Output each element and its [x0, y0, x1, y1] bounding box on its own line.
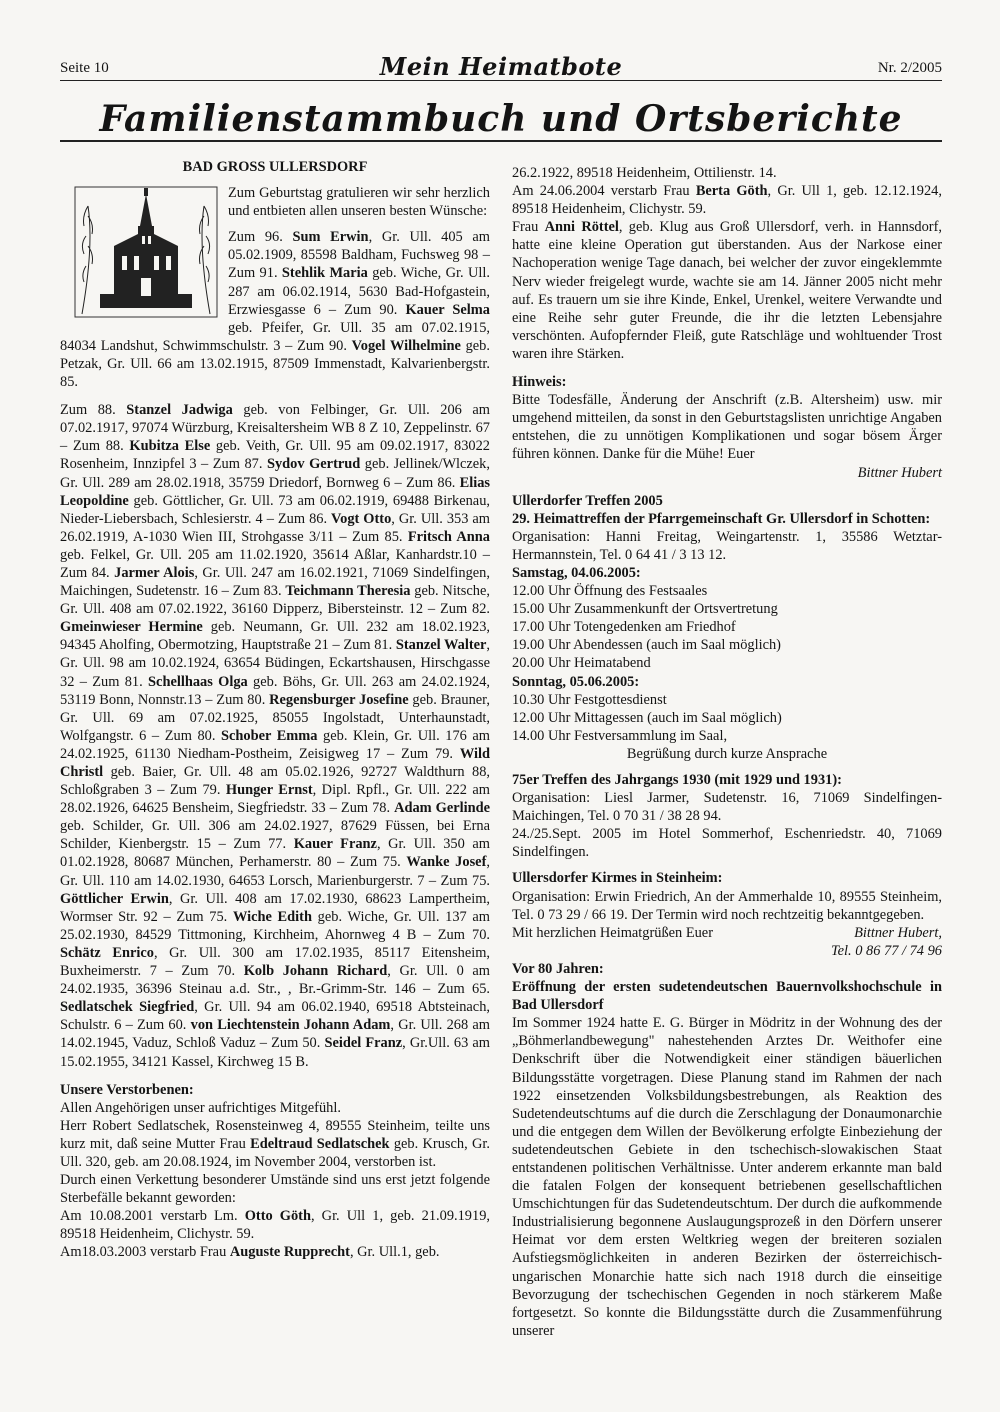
church-icon [74, 186, 218, 318]
birthday-list-1: Zum 96. Sum Erwin, Gr. Ull. 405 am 05.02.1909, 85598 Baldham, Fuchsweg 98 – Zum 91. Stehlik Maria geb. Wiche, Gr. Ull. 287 am 06.02.1914, 5630 Bad-Hofgastein, Erzwiesgasse 6 – Zum 90. Kauer Selma geb. Pfeifer, Gr. Ull. 35 am 07.02.1915, 84034 Landshut, Schwimmschulstr. 3 – Zum 90. Vogel Wilhelmine geb. Petzak, Gr. Ull. 66 am 13.02.1915, 87509 Immenstadt, Kalvarienbergstr. 85. [60, 229, 490, 391]
page-number: Seite 10 [60, 60, 109, 76]
schedule-note: Begrüßung durch kurze Ansprache [626, 745, 828, 762]
saturday-heading: Samstag, 04.06.2005: [512, 564, 641, 581]
death-continuation: 26.2.1922, 89518 Heidenheim, Ottilienstr. 14. [512, 165, 777, 181]
deaths-heading: Unsere Verstorbenen: [60, 1081, 194, 1098]
sunday-heading: Sonntag, 05.06.2005: [512, 673, 640, 690]
meeting-subheading: 29. Heimattreffen der Pfarrgemeinschaft Gr. Ullersdorf in Schotten: [512, 510, 931, 527]
intro-block [60, 184, 490, 391]
title-divider [60, 140, 942, 142]
schedule-item: 17.00 Uhr Totengedenken am Friedhof [512, 619, 736, 636]
greeting-line: Mit herzlichen Heimatgrüßen Euer Bittner Hubert, [512, 924, 942, 941]
meeting-heading: Ullerdorfer Treffen 2005 [512, 492, 663, 509]
deaths-intro: Allen Angehörigen unser aufrichtiges Mitgefühl. [60, 1099, 341, 1116]
chain-intro: Durch einen Verkettung besonderer Umstände sind uns erst jetzt folgende Sterbefälle bekannt geworden: [60, 1172, 490, 1207]
schedule-item: 20.00 Uhr Heimatabend [512, 655, 651, 672]
schedule-item: 15.00 Uhr Zusammenkunft der Ortsvertretung [512, 601, 778, 618]
person-name: Stehlik Maria [281, 265, 368, 282]
class-meeting-date: 24./25.Sept. 2005 im Hotel Sommerhof, Eschenriedstr. 40, 71069 Sindelfingen. [512, 826, 942, 861]
schedule-item: 14.00 Uhr Festversammlung im Saal, [512, 727, 728, 744]
birthday-list-2: Zum 88. Stanzel Jadwiga geb. von Felbinger, Gr. Ull. 206 am 07.02.1917, 97074 Würzburg, Kreisaltersheim WB 8 Z 10, Zeppelinstr. 67 – Zum 88. Kubitza Else geb. Veith, Gr. Ull. 95 am 09.02.1917, 83022 Rosenheim, Innzipfel 3 – Zum 87. Sydov Gertrud geb. Jellinek/Wlczek, Gr. Ull. 289 am 28.02.1918, 35759 Driedorf, Bornweg 6 – Zum 86. Elias Leopoldine geb. Göttlicher, Gr. Ull. 73 am 06.02.1919, 69488 Birkenau, Nieder-Liebersbach, Schlesierstr. 4 – Zum 86. Vogt Otto, Gr. Ull. 353 am 26.02.1919, A-1030 Wien III, Strohgasse 3/11 – Zum 85. Fritsch Anna geb. Felkel, Gr. Ull. 205 am 11.02.1920, 35614 Aßlar, Kanhardstr.10 – Zum 84. Jarmer Alois, Gr. Ull. 247 am 16.02.1921, 71069 Sindelfingen, Maichingen, Sudetenstr. 16 – Zum 83. Teichmann Theresia geb. Nitsche, Gr. Ull. 408 am 07.02.1922, 36160 Dipperz, Bibersteinstr. 12 – Zum 82. Gmeinwieser Hermine geb. Neumann, Gr. Ull. 232 am 18.02.1923, 94345 Aholfing, Obermotzing, Hauptstraße 21 – Zum 81. Stanzel Walter, Gr. Ull. 98 am 10.02.1924, 63654 Büdingen, Eckartshausen, Hirschgasse 32 – Zum 81. Schellhaas Olga geb. Böhs, Gr. Ull. 263 am 24.02.1924, 53119 Bonn, Nonnstr.13 – Zum 80. Regensburger Josefine geb. Brauner, Gr. Ull. 69 am 07.02.1925, 85055 Ingolstadt, Unterhaunstadt, Wolfgangstr. 6 – Zum 80. Schober Emma geb. Klein, Gr. Ull. 176 am 24.02.1925, 61130 Niedham-Postheim, Zeisigweg 17 – Zum 79. Wild Christl geb. Baier, Gr. Ull. 48 am 05.02.1926, 92727 Waldthurn 88, Schloßgraben 3 – Zum 79. Hunger Ernst, Dipl. Rpfl., Gr. Ull. 222 am 28.02.1926, 64625 Bensheim, Siegfriedstr. 33 – Zum 78. Adam Gerlinde geb. Schilder, Gr. Ull. 306 am 24.02.1927, 87629 Füssen, bei Erna Schilder, Kienbergstr. 15 – Zum 77. Kauer Franz, Gr. Ull. 350 am 01.02.1928, 80687 München, Perhamerstr. 80 – Zum 75. Wanke Josef, Gr. Ull. 110 am 14.02.1930, 64653 Lorsch, Marienburgerstr. 7 – Zum 75. Göttlicher Erwin, Gr. Ull. 408 am 17.02.1930, 68623 Lampertheim, Wormser Str. 92 – Zum 75. Wiche Edith geb. Wiche, Gr. Ull. 137 am 25.02.1930, 84529 Tittmoning, Kirchheim, Ahornweg 4 B – Zum 70. Schätz Enrico, Gr. Ull. 300 am 17.02.1935, 85117 Eitensheim, Buxheimerstr. 7 – Zum 70. Kolb Johann Richard, Gr. Ull. 0 am 24.02.1935, 36396 Steinau a.d. Str., , Br.-Grimm-Str. 146 – Zum 65. Sedlatschek Siegfried, Gr. Ull. 94 am 06.02.1940, 69518 Abtsteinach, Schulstr. 6 – Zum 60. von Liechtenstein Johann Adam, Gr. Ull. 268 am 14.02.1945, Vaduz, Schloß Vaduz – Zum 50. Seidel Franz, Gr.Ull. 63 am 15.02.1955, 34121 Kassel, Kirchweg 15 B. [60, 402, 491, 1070]
place-heading: BAD GROSS ULLERSDORF [182, 159, 368, 175]
right-column [512, 164, 942, 1340]
death-notice: Herr Robert Sedlatschek, Rosensteinweg 4, 89555 Steinheim, teilte uns kurz mit, daß seine Mutter Frau Edeltraud Sedlatschek geb. Krusch, Gr. Ull. 320, geb. am 20.08.1924, im November 2004, verstorben ist. [60, 1117, 490, 1170]
schedule-item: 12.00 Uhr Öffnung des Festsaales [512, 583, 708, 600]
schedule-item: 19.00 Uhr Abendessen (auch im Saal möglich) [512, 637, 781, 654]
death-notice: Am 10.08.2001 verstarb Lm. Otto Göth, Gr. Ull 1, geb. 21.09.1919, 89518 Heidenheim, Clichystr. 59. [60, 1208, 490, 1243]
header-divider [60, 80, 942, 81]
meeting-organisation: Organisation: Hanni Freitag, Weingartenstr. 1, 35586 Wetztar-Hermannstein, Tel. 0 64 41 / 3 13 12. [512, 528, 942, 563]
person-name: Vogel Wilhelmine [351, 337, 461, 354]
kirmes-heading: Ullersdorfer Kirmes in Steinheim: [512, 870, 723, 887]
telephone: Tel. 0 86 77 / 74 96 [830, 942, 942, 959]
signature: Bittner Hubert [857, 464, 942, 481]
section-title: Familienstammbuch und Ortsberichte [99, 98, 903, 140]
issue-number: Nr. 2/2005 [877, 60, 942, 76]
greeting-text: Zum Geburtstag gratulieren wir sehr herzlich und entbieten allen unseren besten Wünsche: [228, 185, 490, 220]
history-text: Im Sommer 1924 hatte E. G. Bürger in Mödritz in der Wohnung des der „Böhmerlandbewegung" nahestehenden Arztes Dr. Weithofer eine Denkschrift über die Notwendigkeit einer ständigen bäuerlichen Bildungsstätte vorgetragen. Diese Planung stand im Rahmen der nach 1922 einsetzenden Volksbildungsbestrebungen, als Reaktion des Sudetendeutschtums auf die durch die Zerschlagung der Donaumonarchie und die entgegen dem Willen der Bevölkerung erfolgte Einbeziehung der sudetendeutschen Gebiete in den tschechisch-slowakischen Staat entstandenen politischen Verhältnisse. Unter anderem erkannte man bald die fatalen Folgen der konsequent betriebenen gesellschaftlichen Umschichtungen für das Sudetendeutschtum. Der durch die aufkommende Industrialisierung begonnene Auslaugungsprozeß in den Dörfern unserer Heimat vor dem ersten Weltkrieg wegen der breiteren sozialen Aufstiegsmöglichkeiten in anderen Bezirken der österreichisch-ungarischen Monarchie hatte sich nach 1918 durch die einseitige Bevorzugung der tschechischen Gegenden in noch stärkerem Maße fortgesetzt. So konnte die Bildungsstätte durch die Zusammenführung unserer [512, 1015, 942, 1339]
church-illustration [74, 186, 218, 318]
history-heading: Vor 80 Jahren: [512, 960, 604, 977]
schedule-item: 12.00 Uhr Mittagessen (auch im Saal möglich) [512, 709, 782, 726]
masthead-logo: Mein Heimatbote [379, 52, 623, 81]
death-notice: Am18.03.2003 verstarb Frau Auguste Rupprecht, Gr. Ull.1, geb. [60, 1244, 440, 1261]
history-subheading: Eröffnung der ersten sudetendeutschen Bauernvolkshochschule in Bad Ullersdorf [512, 979, 942, 1014]
death-notice: Am 24.06.2004 verstarb Frau Berta Göth, Gr. Ull 1, geb. 12.12.1924, 89518 Heidenheim, Clichystr. 59. [512, 183, 942, 218]
hint-heading: Hinweis: [512, 374, 567, 391]
hint-text: Bitte Todesfälle, Änderung der Anschrift (z.B. Altersheim) usw. mir umgehend mitteilen, da sonst in den Geburtstagslisten unrichtige Angaben entstehen, die zu unnötigen Komplikationen und sogar bösem Ärger führen können. Danke für die Mühe! Euer [512, 392, 942, 463]
death-notice: Frau Anni Röttel, geb. Klug aus Groß Ullersdorf, verh. in Hannsdorf, hatte eine kleine Operation gut überstanden. Aus der Narkose einer Nachoperation wenige Tage danach, bei welcher der zuvor eingeklemmte Nerv wieder freigelegt wurde, wachte sie am 14. Jänner 2005 nicht mehr auf. Es trauern um sie ihre Kinde, Enkel, Urenkel, weitere Verwandte und eine Reihe sehr guter Freunde, die ihr die letzten Lebensjahre verschönten. Aufopfernder Fleiß, gute Ratschläge und wohltuender Trost waren ihre Stärken. [512, 219, 942, 362]
kirmes-text: Organisation: Erwin Friedrich, An der Ammerhalde 10, 89555 Steinheim, Tel. 0 73 29 / 66 19. Der Termin wird noch rechtzeitig bekanntgegeben. [512, 888, 942, 923]
class-meeting-organisation: Organisation: Liesl Jarmer, Sudetenstr. 16, 71069 Sindelfingen-Maichingen, Tel. 0 70 31 / 38 28 94. [512, 790, 942, 825]
schedule-item: 10.30 Uhr Festgottesdienst [512, 691, 667, 708]
person-name: Kauer Selma [405, 301, 490, 318]
left-column [60, 158, 490, 1262]
signature: Bittner Hubert, [854, 924, 942, 941]
class-meeting-heading: 75er Treffen des Jahrgangs 1930 (mit 1929 und 1931): [512, 772, 842, 788]
person-name: Sum Erwin [292, 229, 369, 246]
